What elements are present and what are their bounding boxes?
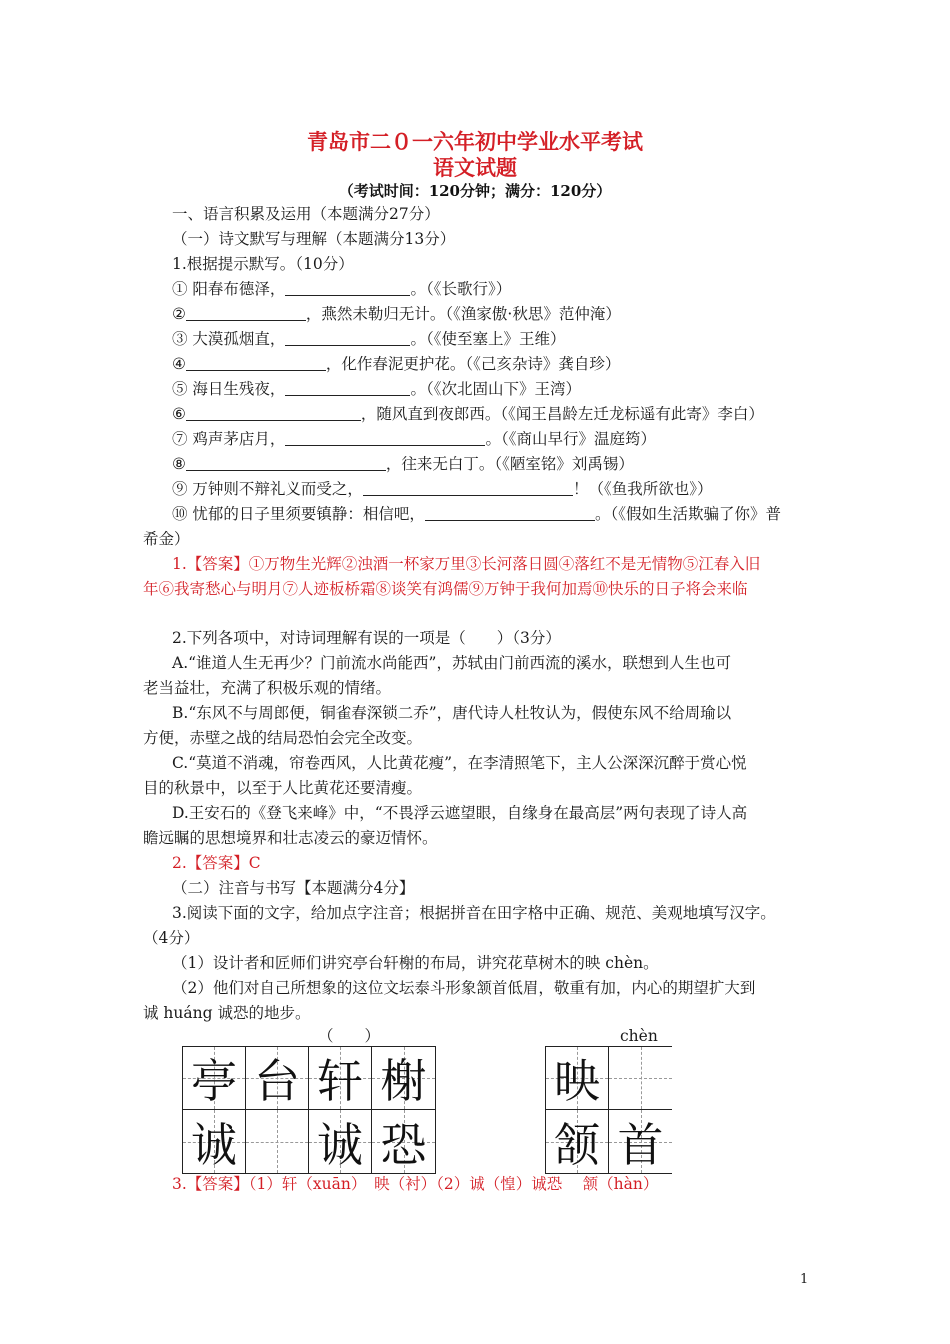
- grid-cell[interactable]: 亭: [183, 1047, 246, 1110]
- fill-item: ⑧ ，往来无白丁。（《陋室铭》刘禹锡）: [172, 455, 634, 473]
- sentence-1: （1）设计者和匠师们讲究亭台轩榭的布局，讲究花草树木的映 chèn。: [172, 954, 659, 972]
- answer-blank[interactable]: [186, 354, 326, 371]
- pinyin-paren: （ ）: [318, 1027, 381, 1045]
- section-heading: 一、语言积累及运用（本题满分27分）: [172, 205, 440, 223]
- tianzige-grid-left: [182, 1046, 436, 1174]
- grid-cell[interactable]: 映: [546, 1047, 609, 1110]
- answer-blank[interactable]: [285, 379, 410, 396]
- subsection-heading: （一）诗文默写与理解（本题满分13分）: [172, 230, 456, 248]
- answer-blank[interactable]: [425, 504, 595, 521]
- exam-info: （考试时间：120分钟；满分：120分）: [338, 182, 612, 200]
- grid-cell[interactable]: 颔: [546, 1110, 609, 1173]
- fill-item: ② ，燕然未勒归无计。（《渔家傲·秋思》范仲淹）: [172, 305, 621, 323]
- question-stem-cont: （4分）: [143, 929, 200, 947]
- subsection-heading: （二）注音与书写【本题满分4分】: [172, 879, 415, 897]
- answer-blank[interactable]: [285, 429, 485, 446]
- grid-cell[interactable]: 台: [246, 1047, 309, 1110]
- fill-item: ⑤ 海日生残夜， 。（《次北固山下》王湾）: [172, 380, 581, 398]
- fill-item: ⑩ 忧郁的日子里须要镇静：相信吧， 。（《假如生活欺骗了你》普: [172, 505, 781, 523]
- question-stem: 3.阅读下面的文字，给加点字注音；根据拼音在田字格中正确、规范、美观地填写汉字。: [172, 904, 776, 922]
- answer-blank[interactable]: [186, 454, 386, 471]
- answer-blank[interactable]: [285, 279, 410, 296]
- answer-text: 3.【答案】（1）轩（xuān） 映（衬）（2）诚（惶）诚恐 颔（hàn）: [172, 1175, 659, 1193]
- option-a-cont: 老当益壮，充满了积极乐观的情绪。: [143, 679, 392, 697]
- answer-text: 1.【答案】①万物生光辉②浊酒一杯家万里③长河落日圆④落红不是无情物⑤江春入旧: [172, 555, 761, 573]
- option-b: B.“东风不与周郎便，铜雀春深锁二乔”，唐代诗人杜牧认为，假使东风不给周瑜以: [172, 704, 732, 722]
- answer-text: 年⑥我寄愁心与明月⑦人迹板桥霜⑧谈笑有鸿儒⑨万钟于我何加焉⑩快乐的日子将会来临: [143, 580, 748, 598]
- fill-item-continued: 希金）: [143, 530, 190, 548]
- answer-blank[interactable]: [186, 404, 361, 421]
- sentence-2-cont: 诚 huáng 诚恐的地步。: [143, 1004, 311, 1022]
- page-number: 1: [800, 1272, 809, 1287]
- grid-cell[interactable]: 榭: [372, 1047, 435, 1110]
- option-c-cont: 目的秋景中，以至于人比黄花还要清瘦。: [143, 779, 423, 797]
- exam-title: 青岛市二０一六年初中学业水平考试: [307, 129, 643, 154]
- option-d: D.王安石的《登飞来峰》中，“不畏浮云遮望眼，自缘身在最高层”两句表现了诗人高: [172, 804, 748, 822]
- grid-cell[interactable]: 轩: [309, 1047, 372, 1110]
- fill-item: ⑦ 鸡声茅店月， 。（《商山早行》温庭筠）: [172, 430, 656, 448]
- option-d-cont: 瞻远瞩的思想境界和壮志凌云的豪迈情怀。: [143, 829, 438, 847]
- option-b-cont: 方便，赤壁之战的结局恐怕会完全改变。: [143, 729, 423, 747]
- exam-subtitle: 语文试题: [433, 155, 517, 180]
- grid-cell[interactable]: 恐: [372, 1110, 435, 1173]
- pinyin-label: chèn: [620, 1027, 658, 1045]
- grid-cell[interactable]: 诚: [309, 1110, 372, 1173]
- grid-cell[interactable]: [246, 1110, 309, 1173]
- question-stem: 1.根据提示默写。（10分）: [172, 255, 354, 273]
- answer-blank[interactable]: [285, 329, 410, 346]
- question-stem: 2.下列各项中，对诗词理解有误的一项是（ ）（3分）: [172, 629, 561, 647]
- answer-blank[interactable]: [363, 479, 573, 496]
- answer-text: 2.【答案】C: [172, 854, 261, 872]
- tianzige-grid-right: [545, 1046, 672, 1174]
- fill-item: ③ 大漠孤烟直， 。（《使至塞上》王维）: [172, 330, 566, 348]
- fill-item: ④ ，化作春泥更护花。（《己亥杂诗》龚自珍）: [172, 355, 621, 373]
- sentence-2: （2）他们对自己所想象的这位文坛泰斗形象颔首低眉，敬重有加，内心的期望扩大到: [172, 979, 756, 997]
- option-a: A.“谁道人生无再少？门前流水尚能西”，苏轼由门前西流的溪水，联想到人生也可: [172, 654, 731, 672]
- fill-item: ⑨ 万钟则不辩礼义而受之， ！（《鱼我所欲也》）: [172, 480, 713, 498]
- grid-cell[interactable]: 首: [609, 1110, 672, 1173]
- option-c: C.“莫道不消魂，帘卷西风，人比黄花瘦”，在李清照笔下，主人公深深沉醉于赏心悦: [172, 754, 747, 772]
- answer-blank[interactable]: [186, 304, 306, 321]
- fill-item: ① 阳春布德泽， 。（《长歌行》）: [172, 280, 512, 298]
- fill-item: ⑥ ，随风直到夜郎西。（《闻王昌龄左迁龙标遥有此寄》李白）: [172, 405, 764, 423]
- grid-cell[interactable]: 诚: [183, 1110, 246, 1173]
- grid-cell[interactable]: [609, 1047, 672, 1110]
